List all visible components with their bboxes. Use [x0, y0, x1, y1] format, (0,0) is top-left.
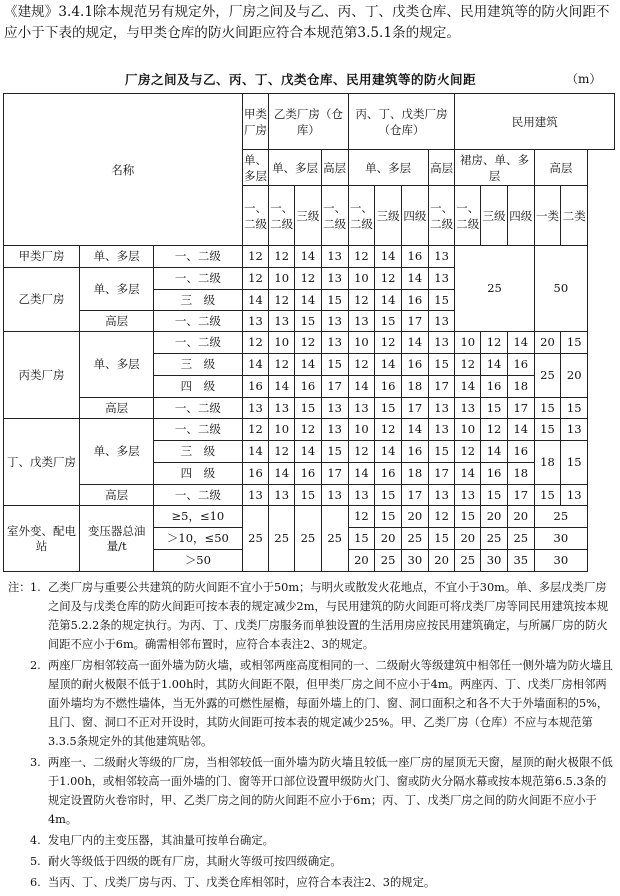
- header-jia: 甲类厂房: [242, 94, 269, 150]
- row-sublabel: 单、多层: [80, 246, 154, 268]
- table-cell: 12: [348, 354, 375, 376]
- row-grade: 一、二级: [154, 332, 242, 354]
- table-cell: 12: [269, 290, 295, 311]
- table-cell: 16: [507, 441, 534, 463]
- table-cell: 13: [455, 398, 481, 419]
- table-cell: 17: [401, 311, 428, 332]
- table-cell: 25: [455, 246, 534, 332]
- table-cell: 10: [348, 268, 375, 290]
- note-item: [8, 656, 616, 751]
- table-row: [4, 419, 615, 441]
- table-cell: 10: [348, 332, 375, 354]
- row-grade: ≥5，≤10: [154, 506, 242, 528]
- table-cell: 12: [428, 506, 455, 528]
- row-grade: 一、二级: [154, 246, 242, 268]
- table-row: [4, 398, 615, 419]
- table-cell: 14: [348, 463, 375, 485]
- table-cell: 25: [401, 528, 428, 550]
- table-cell: 20: [428, 550, 455, 572]
- table-cell: 14: [401, 332, 428, 354]
- table-cell: 14: [242, 441, 269, 463]
- row-grade: 一、二级: [154, 311, 242, 332]
- intro-paragraph: 《建规》3.4.1除本规范另有规定外，厂房之间及与乙、丙、丁、戊类仓库、民用建筑等的防火间距不应小于下表的规定，与甲类仓库的防火间距应符合本规范第3.5.1条的规定。: [4, 4, 610, 41]
- table-cell: 15: [561, 441, 588, 485]
- table-cell: 10: [269, 419, 295, 441]
- table-row: [4, 506, 615, 528]
- table-cell: 20: [455, 528, 481, 550]
- table-cell: 13: [348, 398, 375, 419]
- row-sublabel: 单、多层: [80, 332, 154, 398]
- row-grade: 三 级: [154, 290, 242, 311]
- table-cell: 12: [348, 290, 375, 311]
- table-cell: 15: [428, 354, 455, 376]
- table-cell: 13: [242, 398, 269, 419]
- table-cell: 18: [534, 441, 561, 485]
- table-cell: 14: [375, 246, 402, 268]
- table-cell: 14: [375, 354, 402, 376]
- table-cell: 10: [348, 419, 375, 441]
- table-cell: 25: [242, 506, 269, 572]
- table-cell: 14: [295, 441, 322, 463]
- header-bing: 丙、丁、戊类厂房（仓库）: [348, 94, 455, 150]
- table-cell: 14: [295, 354, 322, 376]
- table-cell: 15: [428, 290, 455, 311]
- note-text: 发电厂内的主变压器，其油量可按单台确定。: [48, 834, 274, 847]
- table-cell: 16: [375, 463, 402, 485]
- header-class: 一类: [534, 186, 561, 246]
- table-cell: 15: [321, 441, 348, 463]
- table-cell: 13: [428, 311, 455, 332]
- table-cell: 13: [321, 398, 348, 419]
- row-label: 丁、戊类厂房: [4, 419, 80, 506]
- row-sublabel: 单、多层: [80, 419, 154, 485]
- header-grade: 三级: [375, 186, 402, 246]
- table-cell: 12: [242, 246, 269, 268]
- note-text: 当丙、丁、戊类厂房与丙、丁、戊类仓库相邻时，应符合本表注2、3的规定。: [48, 876, 436, 889]
- header-grade: 一、二级: [321, 186, 348, 246]
- note-number: 2.: [30, 659, 41, 672]
- table-cell: 17: [401, 398, 428, 419]
- table-cell: 13: [269, 311, 295, 332]
- table-cell: 16: [401, 246, 428, 268]
- table-cell: 14: [401, 419, 428, 441]
- table-cell: 25: [534, 354, 561, 398]
- header-civil: 民用建筑: [455, 94, 615, 150]
- table-cell: 14: [269, 376, 295, 398]
- table-cell: 13: [321, 311, 348, 332]
- header-grade: 四级: [507, 186, 534, 246]
- header-class: 二类: [561, 186, 588, 246]
- table-cell: 12: [269, 354, 295, 376]
- header-grade: 一、二级: [242, 186, 269, 246]
- header-grade: 一、二级: [428, 186, 455, 246]
- note-item: [8, 873, 616, 892]
- table-cell: 13: [348, 485, 375, 506]
- note-text: 耐火等级低于四级的既有厂房，其耐火等级可按四级确定。: [48, 855, 342, 868]
- table-cell: 25: [534, 506, 587, 528]
- note-item: [8, 831, 616, 850]
- table-cell: 16: [242, 463, 269, 485]
- table-cell: 12: [295, 332, 322, 354]
- table-cell: 14: [455, 463, 481, 485]
- header-grade: 三级: [295, 186, 322, 246]
- row-sublabel: 变压器总油量/t: [80, 506, 154, 572]
- row-label: 甲类厂房: [4, 246, 80, 268]
- note-item: [8, 852, 616, 871]
- table-cell: 15: [375, 506, 402, 528]
- table-cell: 17: [401, 485, 428, 506]
- table-cell: 13: [269, 485, 295, 506]
- table-cell: 15: [295, 311, 322, 332]
- row-grade: 三 级: [154, 354, 242, 376]
- table-cell: 10: [455, 419, 481, 441]
- table-cell: 30: [534, 550, 587, 572]
- table-cell: 18: [507, 376, 534, 398]
- header-grade: 一、二级: [455, 186, 481, 246]
- table-cell: 20: [401, 506, 428, 528]
- row-grade: 一、二级: [154, 268, 242, 290]
- table-cell: 14: [401, 268, 428, 290]
- header-single: 单、多层: [242, 150, 269, 186]
- table-cell: 15: [375, 398, 402, 419]
- table-cell: 20: [481, 506, 508, 528]
- table-cell: 14: [242, 290, 269, 311]
- table-cell: 10: [269, 332, 295, 354]
- header-grade: 三级: [481, 186, 508, 246]
- table-cell: 15: [481, 398, 508, 419]
- row-sublabel: 高层: [80, 311, 154, 332]
- note-number: 4.: [30, 834, 41, 847]
- header-high: 高层: [534, 150, 587, 186]
- table-cell: 14: [295, 290, 322, 311]
- row-grade: 一、二级: [154, 398, 242, 419]
- header-single: 单、多层: [348, 150, 428, 186]
- table-cell: 15: [321, 354, 348, 376]
- table-cell: 15: [561, 332, 588, 354]
- table-cell: 30: [534, 528, 587, 550]
- table-cell: 16: [481, 463, 508, 485]
- row-label: 丙类厂房: [4, 332, 80, 419]
- table-cell: 15: [428, 528, 455, 550]
- table-cell: 18: [401, 376, 428, 398]
- note-text: 乙类厂房与重要公共建筑的防火间距不宜小于50m；与明火或散发火花地点，不宜小于30m。单、多层戊类厂房之间及与戊类仓库的防火间距可按本表的规定减少2m，与民用建筑的防火间距可将戊类厂房等同民用建筑按本规范第5.2.2条的规定执行。为丙、丁、戊类厂房服务而单独设置的生活用房应按民用建筑确定，与所属厂房的防火间距不应小于6m。确需相邻布置时，应符合本表注2、3的规定。: [48, 581, 609, 651]
- table-cell: 12: [455, 441, 481, 463]
- table-cell: 20: [375, 528, 402, 550]
- note-text: 两座厂房相邻较高一面外墙为防火墙，或相邻两座高度相同的一、二级耐火等级建筑中相邻任一侧外墙为防火墙且屋顶的耐火极限不低于1.00h时，其防火间距不限，但甲类厂房之间不应小于4m。两座丙、丁、戊类厂房相邻两面外墙均为不燃性墙体，当无外露的可燃性屋檐，每面外墙上的门、窗、洞口面积之和各不大于外墙面积的5%，且门、窗、洞口不正对开设时，其防火间距可按本表的规定减少25%。甲、乙类厂房（仓库）不应与本规范第3.3.5条规定外的其他建筑贴邻。: [48, 659, 613, 748]
- note-item: [8, 578, 616, 654]
- table-cell: 12: [269, 246, 295, 268]
- table-cell: 18: [401, 463, 428, 485]
- note-number: 3.: [30, 756, 41, 769]
- table-cell: 14: [507, 419, 534, 441]
- table-cell: 12: [481, 332, 508, 354]
- table-cell: 15: [348, 528, 375, 550]
- table-cell: 12: [375, 419, 402, 441]
- table-cell: 12: [269, 441, 295, 463]
- table-cell: 13: [242, 311, 269, 332]
- table-cell: 13: [242, 485, 269, 506]
- header-yi: 乙类厂房（仓库）: [269, 94, 348, 150]
- row-sublabel: 高层: [80, 485, 154, 506]
- table-cell: 16: [507, 354, 534, 376]
- table-cell: 13: [455, 485, 481, 506]
- table-cell: 30: [401, 550, 428, 572]
- table-cell: 14: [507, 332, 534, 354]
- notes-section: [8, 578, 616, 894]
- note-number: 1.: [30, 581, 41, 594]
- table-row: [4, 332, 615, 354]
- table-cell: 14: [295, 246, 322, 268]
- row-sublabel: 高层: [80, 398, 154, 419]
- table-row: [4, 485, 615, 506]
- table-cell: 16: [295, 376, 322, 398]
- header-name: 名称: [4, 94, 243, 246]
- table-cell: 20: [561, 354, 588, 398]
- table-cell: 17: [321, 463, 348, 485]
- table-cell: 12: [242, 419, 269, 441]
- table-cell: 14: [481, 354, 508, 376]
- table-cell: 13: [428, 485, 455, 506]
- header-high: 高层: [428, 150, 455, 186]
- table-cell: 14: [242, 354, 269, 376]
- row-grade: 四 级: [154, 376, 242, 398]
- table-cell: 25: [269, 506, 295, 572]
- table-cell: 16: [401, 290, 428, 311]
- table-cell: 25: [375, 550, 402, 572]
- table-cell: 13: [428, 268, 455, 290]
- table-cell: 12: [375, 332, 402, 354]
- note-number: 5.: [30, 855, 41, 868]
- table-cell: 12: [348, 246, 375, 268]
- table-cell: 12: [455, 354, 481, 376]
- header-grade: 一、二级: [269, 186, 295, 246]
- table-cell: 13: [321, 332, 348, 354]
- table-cell: 13: [269, 398, 295, 419]
- table-cell: 16: [401, 354, 428, 376]
- table-cell: 25: [295, 506, 322, 572]
- table-cell: 15: [455, 506, 481, 528]
- table-cell: 14: [455, 376, 481, 398]
- table-title: 厂房之间及与乙、丙、丁、戊类仓库、民用建筑等的防火间距: [125, 72, 477, 87]
- table-cell: 15: [481, 485, 508, 506]
- table-cell: 20: [348, 550, 375, 572]
- table-cell: 15: [375, 485, 402, 506]
- table-cell: 17: [428, 463, 455, 485]
- table-cell: 13: [428, 419, 455, 441]
- table-cell: 13: [428, 246, 455, 268]
- row-label: 室外变、配电站: [4, 506, 80, 572]
- table-cell: 12: [295, 268, 322, 290]
- table-cell: 25: [455, 550, 481, 572]
- note-item: [8, 753, 616, 829]
- table-cell: 25: [481, 528, 508, 550]
- row-grade: 三 级: [154, 441, 242, 463]
- header-high: 高层: [321, 150, 348, 186]
- header-single: 单、多层: [269, 150, 321, 186]
- table-unit: （m）: [566, 72, 602, 86]
- header-grade: 四级: [401, 186, 428, 246]
- row-grade: 一、二级: [154, 419, 242, 441]
- table-cell: 16: [481, 376, 508, 398]
- table-cell: 25: [321, 506, 348, 572]
- table-cell: 13: [321, 419, 348, 441]
- notes-label: 注：: [8, 581, 31, 594]
- table-cell: 16: [295, 463, 322, 485]
- table-cell: 12: [481, 419, 508, 441]
- table-cell: 13: [428, 332, 455, 354]
- table-cell: 12: [348, 441, 375, 463]
- table-cell: 12: [375, 268, 402, 290]
- table-cell: 20: [507, 506, 534, 528]
- table-cell: 30: [481, 550, 508, 572]
- row-grade: ＞50: [154, 550, 242, 572]
- table-cell: 16: [242, 376, 269, 398]
- header-grade: 一、二级: [348, 186, 375, 246]
- table-cell: 15: [534, 398, 561, 419]
- table-cell: 13: [428, 398, 455, 419]
- table-cell: 14: [481, 441, 508, 463]
- table-cell: 12: [242, 268, 269, 290]
- table-cell: 13: [561, 485, 588, 506]
- row-grade: 一、二级: [154, 485, 242, 506]
- fire-distance-table: [3, 93, 615, 572]
- table-cell: 13: [348, 311, 375, 332]
- table-cell: 15: [295, 485, 322, 506]
- table-cell: 14: [269, 463, 295, 485]
- table-cell: 15: [534, 485, 561, 506]
- table-cell: 17: [321, 376, 348, 398]
- table-cell: 15: [561, 398, 588, 419]
- table-cell: 17: [507, 485, 534, 506]
- table-cell: 12: [295, 419, 322, 441]
- table-cell: 50: [534, 246, 587, 332]
- table-row: [4, 246, 615, 268]
- table-cell: 16: [401, 441, 428, 463]
- table-cell: 10: [455, 332, 481, 354]
- table-cell: 16: [375, 376, 402, 398]
- table-cell: 15: [295, 398, 322, 419]
- table-cell: 25: [507, 528, 534, 550]
- table-cell: 15: [321, 290, 348, 311]
- table-cell: 15: [428, 441, 455, 463]
- table-cell: 17: [428, 376, 455, 398]
- table-cell: 10: [269, 268, 295, 290]
- row-label: 乙类厂房: [4, 268, 80, 332]
- row-sublabel: 单、多层: [80, 268, 154, 311]
- table-cell: 18: [507, 463, 534, 485]
- table-cell: 14: [375, 290, 402, 311]
- table-cell: 12: [348, 506, 375, 528]
- table-cell: 14: [348, 376, 375, 398]
- table-cell: 15: [534, 419, 561, 441]
- row-grade: 四 级: [154, 463, 242, 485]
- table-cell: 13: [321, 485, 348, 506]
- header-podium: 裙房、单、多层: [455, 150, 534, 186]
- table-cell: 14: [375, 441, 402, 463]
- table-cell: 12: [242, 332, 269, 354]
- note-text: 两座一、二级耐火等级的厂房，当相邻较低一面外墙为防火墙且较低一座厂房的屋顶无天窗，屋顶的耐火极限不低于1.00h，或相邻较高一面外墙的门、窗等开口部位设置甲级防火门、窗或防火分隔水幕或按本规范第6.5.3条的规定设置防火卷帘时，甲、乙类厂房之间的防火间距不应小于6m；丙、丁、戊类厂房之间的防火间距不应小于4m。: [48, 756, 613, 826]
- table-cell: 20: [534, 332, 561, 354]
- row-grade: ＞10，≤50: [154, 528, 242, 550]
- table-cell: 13: [321, 268, 348, 290]
- table-cell: 13: [561, 419, 588, 441]
- table-cell: 13: [321, 246, 348, 268]
- note-number: 6.: [30, 876, 41, 889]
- table-cell: 35: [507, 550, 534, 572]
- table-cell: 17: [507, 398, 534, 419]
- table-cell: 15: [375, 311, 402, 332]
